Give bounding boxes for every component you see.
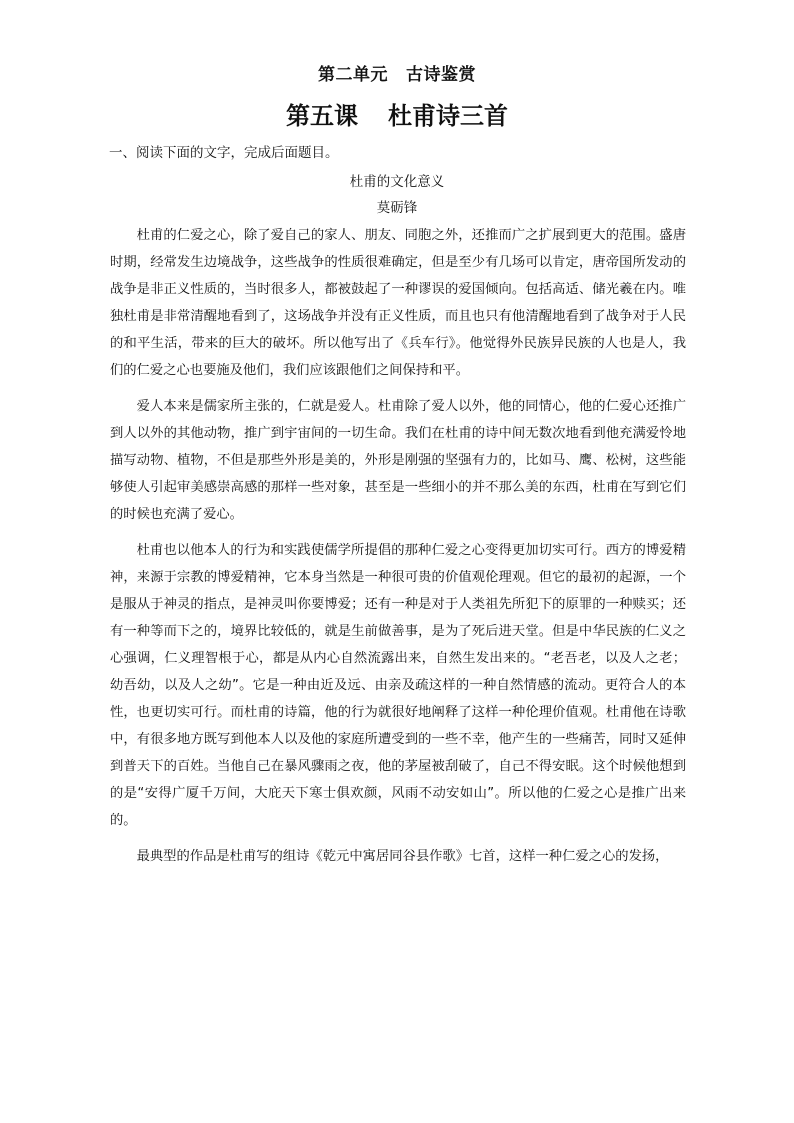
lesson-subject: 杜甫诗三首 (388, 101, 508, 130)
unit-label: 第二单元 (318, 65, 388, 85)
question-instruction: 一、阅读下面的文字，完成后面题目。 (109, 145, 339, 161)
lesson-label: 第五课 (286, 101, 358, 130)
essay-title: 杜甫的文化意义 (349, 174, 445, 190)
essay-paragraph: 最典型的作品是杜甫写的组诗《乾元中寓居同谷县作歌》七首，这样一种仁爱之心的发扬， (136, 849, 669, 864)
essay-body (110, 222, 686, 879)
lesson-title (0, 96, 794, 131)
unit-subject: 古诗鉴赏 (406, 65, 476, 85)
essay-paragraph: 爱人本来是儒家所主张的，仁就是爱人。杜甫除了爱人以外，他的同情心，他的仁爱心还推广到人以外的其他动物，推广到宇宙间的一切生命。我们在杜甫的诗中间无数次地看到他充满爱怜地描写动物、植物，不但是那些外形是美的，外形是刚强的坚强有力的，比如马、鹰、松树，这些能够使人引起审美感崇高感的那样一些对象，甚至是一些细小的并不那么美的东西，杜甫在写到它们的时候也充满了爱心。 (110, 399, 686, 522)
essay-paragraph: 杜甫也以他本人的行为和实践使儒学所提倡的那种仁爱之心变得更加切实可行。西方的博爱精神，来源于宗教的博爱精神，它本身当然是一种很可贵的价值观伦理观。但它的最初的起源，一个是服从于神灵的指点，是神灵叫你要博爱；还有一种是对于人类祖先所犯下的原罪的一种赎买；还有一种等而下之的，境界比较低的，就是生前做善事，是为了死后进天堂。但是中华民族的仁义之心强调，仁义理智根于心，都是从内心自然流露出来，自然生发出来的。“老吾老，以及人之老；幼吾幼，以及人之幼”。它是一种由近及远、由亲及疏这样的一种自然情感的流动。更符合人的本性，也更切实可行。而杜甫的诗篇，他的行为就很好地阐释了这样一种伦理价值观。杜甫他在诗歌中，有很多地方既写到他本人以及他的家庭所遭受到的一些不幸，他产生的一些痛苦，同时又延伸到普天下的百姓。当他自己在暴风骤雨之夜，他的茅屋被刮破了，自己不得安眠。这个时候他想到的是“安得广厦千万间，大庇天下寒士俱欢颜，风雨不动安如山”。所以他的仁爱之心是推广出来的。 (110, 543, 686, 828)
unit-title (0, 60, 794, 85)
essay-paragraph: 杜甫的仁爱之心，除了爱自己的家人、朋友、同胞之外，还推而广之扩展到更大的范围。盛唐时期，经常发生边境战争，这些战争的性质很难确定，但是至少有几场可以肯定，唐帝国所发动的战争是非正义性质的，当时很多人，都被鼓起了一种谬误的爱国倾向。包括高适、储光羲在内。唯独杜甫是非常清醒地看到了，这场战争并没有正义性质，而且也只有他清醒地看到了战争对于人民的和平生活，带来的巨大的破坏。所以他写出了《兵车行》。他觉得外民族异民族的人也是人，我们的仁爱之心也要施及他们，我们应该跟他们之间保持和平。 (110, 228, 686, 378)
essay-author: 莫砺锋 (376, 200, 418, 216)
